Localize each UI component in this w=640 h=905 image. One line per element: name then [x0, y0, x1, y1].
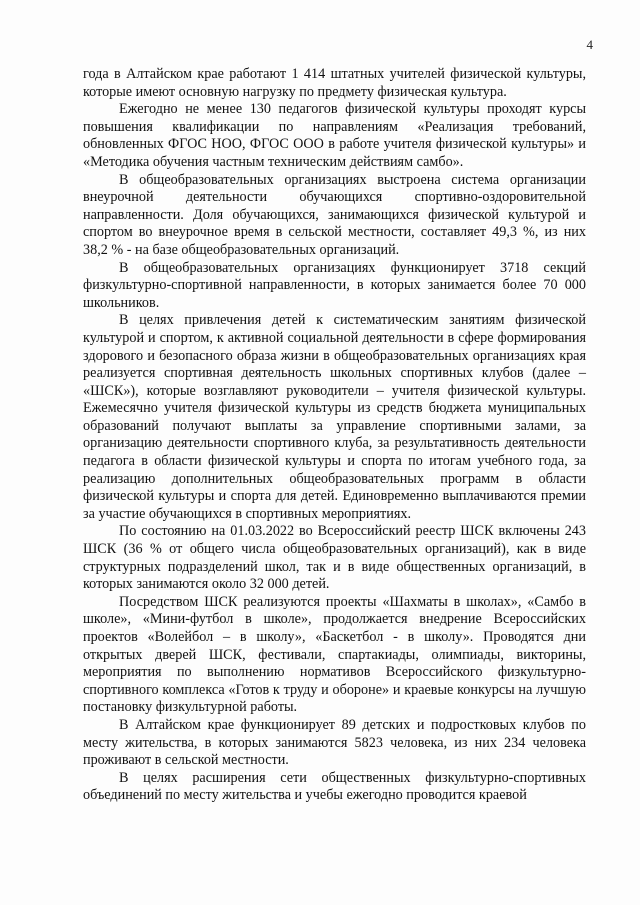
paragraph-network-expansion: В целях расширения сети общественных физкультурно-спортивных объединений по месту жительства и учебы ежегодно проводится краевой	[83, 769, 586, 804]
document-body	[83, 66, 586, 805]
paragraph-extracurricular-system: В общеобразовательных организациях выстроена система организации внеурочной деятельности обучающихся спортивно-оздоровительной направленности. Доля обучающихся, занимающихся физической культурой и спортом во внеурочное время в сельской местности, составляет 49,3 %, из них 38,2 % - на базе общеобразовательных организаций.	[83, 171, 586, 258]
paragraph-school-sports-clubs: В целях привлечения детей к систематическим занятиям физической культурой и спортом, к активной социальной деятельности в сфере формирования здорового и безопасного образа жизни в общеобразовательных организациях края реализуется спортивная деятельность школьных спортивных клубов (далее – «ШСК»), которые возглавляют руководители – учителя физической культуры. Ежемесячно учителя физической культуры из средств бюджета муниципальных образований получают выплаты за управление спортивными залами, за организацию деятельности спортивного клуба, за результативность деятельности педагога в области физической культуры и спорта по итогам учебного года, за реализацию дополнительных общеобразовательных программ в области физической культуры и спорта для детей. Единовременно выплачиваются премии за участие обучающихся в спортивных мероприятиях.	[83, 312, 586, 522]
paragraph-sports-sections: В общеобразовательных организациях функционирует 3718 секций физкультурно-спортивной направленности, в которых занимается более 70 000 школьников.	[83, 259, 586, 311]
paragraph-clubs-registry: По состоянию на 01.03.2022 во Всероссийский реестр ШСК включены 243 ШСК (36 % от общего числа общеобразовательных организаций), как в виде структурных подразделений школ, так и в виде общественных организаций, в которых занимаются около 32 000 детей.	[83, 523, 586, 593]
paragraph-residential-clubs: В Алтайском крае функционирует 89 детских и подростковых клубов по месту жительства, в которых занимаются 5823 человека, из них 234 человека проживают в сельской местности.	[83, 716, 586, 769]
paragraph-qualification-courses: Ежегодно не менее 130 педагогов физической культуры проходят курсы повышения квалификации по направлениям «Реализация требований, обновленных ФГОС НОО, ФГОС ООО в работе учителя физической культуры» и «Методика обучения частным техническим действиям самбо».	[83, 101, 586, 170]
page-number: 4	[586, 37, 593, 52]
paragraph-club-projects: Посредством ШСК реализуются проекты «Шахматы в школах», «Самбо в школе», «Мини-футбол в школе», продолжается внедрение Всероссийских проектов «Волейбол – в школу», «Баскетбол - в школу». Проводятся дни открытых дверей ШСК, фестивали, спартакиады, олимпиады, викторины, мероприятия по выполнению нормативов Всероссийского физкультурно-спортивного комплекса «Готов к труду и обороне» и краевые конкурсы на лучшую постановку физкультурной работы.	[83, 593, 586, 716]
paragraph-teachers-count: года в Алтайском крае работают 1 414 штатных учителей физической культуры, которые имеют основную нагрузку по предмету физическая культура.	[83, 66, 586, 100]
